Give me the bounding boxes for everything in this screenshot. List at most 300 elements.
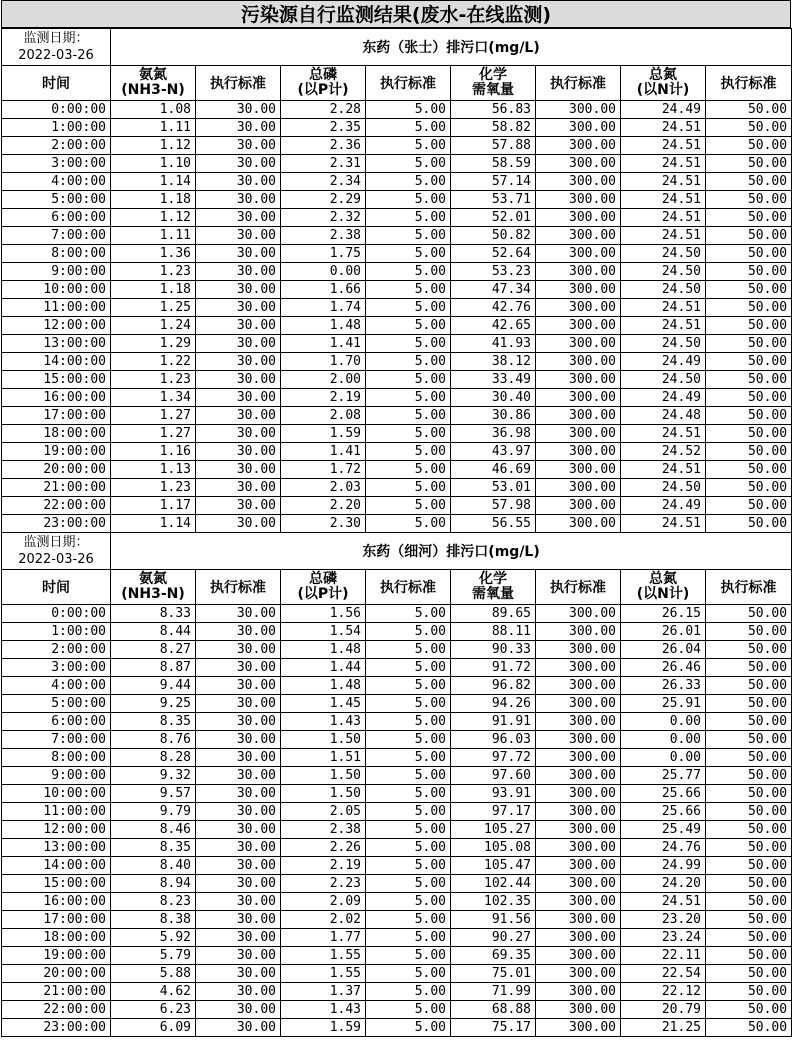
ammonia-header	[111, 66, 196, 101]
cod-standard-cell: 300.00	[536, 839, 621, 857]
ammonia-standard-cell: 30.00	[196, 389, 281, 407]
nitrogen-cell: 26.33	[621, 677, 706, 695]
time-cell: 18:00:00	[2, 929, 111, 947]
time-cell: 8:00:00	[2, 749, 111, 767]
nitrogen-cell: 26.01	[621, 623, 706, 641]
table-row	[2, 335, 792, 353]
nitrogen-standard-cell: 50.00	[706, 389, 792, 407]
ammonia-standard-cell: 30.00	[196, 929, 281, 947]
nitrogen-cell: 24.51	[621, 155, 706, 173]
ammonia-cell: 8.76	[111, 731, 196, 749]
table-row	[2, 101, 792, 119]
time-cell: 21:00:00	[2, 479, 111, 497]
nitrogen-cell: 24.49	[621, 101, 706, 119]
time-cell: 20:00:00	[2, 965, 111, 983]
nitrogen-cell: 24.50	[621, 245, 706, 263]
table-row	[2, 767, 792, 785]
phosphorus-cell: 1.66	[281, 281, 366, 299]
ammonia-cell: 1.24	[111, 317, 196, 335]
phosphorus-cell: 2.30	[281, 515, 366, 533]
phosphorus-standard-cell: 5.00	[366, 317, 451, 335]
nitrogen-standard-cell: 50.00	[706, 731, 792, 749]
phosphorus-cell: 1.48	[281, 677, 366, 695]
phosphorus-standard-cell: 5.00	[366, 353, 451, 371]
ammonia-cell: 9.44	[111, 677, 196, 695]
phosphorus-cell: 1.43	[281, 713, 366, 731]
table-body	[2, 29, 792, 1037]
phosphorus-cell: 2.28	[281, 101, 366, 119]
nitrogen-standard-cell: 50.00	[706, 911, 792, 929]
ammonia-standard-cell: 30.00	[196, 443, 281, 461]
ammonia-header-line2: (NH3-N)	[121, 586, 185, 602]
cod-cell: 57.88	[451, 137, 536, 155]
cod-cell: 52.64	[451, 245, 536, 263]
phosphorus-standard-cell: 5.00	[366, 335, 451, 353]
nitrogen-cell: 22.11	[621, 947, 706, 965]
table-row	[2, 245, 792, 263]
cod-standard-cell: 300.00	[536, 929, 621, 947]
phosphorus-standard-cell: 5.00	[366, 497, 451, 515]
table-row	[2, 749, 792, 767]
nitrogen-cell: 24.51	[621, 173, 706, 191]
ammonia-standard-cell: 30.00	[196, 875, 281, 893]
phosphorus-cell: 1.50	[281, 767, 366, 785]
nitrogen-cell: 24.76	[621, 839, 706, 857]
phosphorus-cell: 1.48	[281, 317, 366, 335]
standard-header: 执行标准	[536, 66, 621, 101]
ammonia-header-line1: 氨氮	[139, 67, 167, 83]
nitrogen-standard-cell: 50.00	[706, 785, 792, 803]
phosphorus-header-line2: (以P计)	[297, 586, 349, 602]
cod-cell: 75.01	[451, 965, 536, 983]
ammonia-standard-cell: 30.00	[196, 821, 281, 839]
phosphorus-cell: 2.09	[281, 893, 366, 911]
cod-cell: 58.59	[451, 155, 536, 173]
cod-cell: 57.98	[451, 497, 536, 515]
table-row	[2, 191, 792, 209]
ammonia-standard-cell: 30.00	[196, 119, 281, 137]
nitrogen-standard-cell: 50.00	[706, 155, 792, 173]
phosphorus-standard-cell: 5.00	[366, 389, 451, 407]
ammonia-cell: 8.38	[111, 911, 196, 929]
ammonia-standard-cell: 30.00	[196, 623, 281, 641]
time-cell: 3:00:00	[2, 155, 111, 173]
phosphorus-standard-cell: 5.00	[366, 839, 451, 857]
phosphorus-cell: 2.31	[281, 155, 366, 173]
cod-standard-cell: 300.00	[536, 947, 621, 965]
nitrogen-standard-cell: 50.00	[706, 191, 792, 209]
ammonia-cell: 5.92	[111, 929, 196, 947]
time-cell: 0:00:00	[2, 101, 111, 119]
ammonia-cell: 9.25	[111, 695, 196, 713]
ammonia-cell: 9.32	[111, 767, 196, 785]
monitoring-date-cell	[2, 29, 111, 66]
nitrogen-cell: 24.52	[621, 443, 706, 461]
cod-standard-cell: 300.00	[536, 983, 621, 1001]
ammonia-standard-cell: 30.00	[196, 371, 281, 389]
cod-cell: 89.65	[451, 605, 536, 623]
phosphorus-standard-cell: 5.00	[366, 173, 451, 191]
table-row	[2, 713, 792, 731]
time-cell: 17:00:00	[2, 911, 111, 929]
cod-standard-cell: 300.00	[536, 245, 621, 263]
report-sheet	[1, 0, 791, 1037]
cod-cell: 69.35	[451, 947, 536, 965]
ammonia-standard-cell: 30.00	[196, 515, 281, 533]
cod-standard-cell: 300.00	[536, 767, 621, 785]
table-row	[2, 515, 792, 533]
time-cell: 4:00:00	[2, 677, 111, 695]
table-row	[2, 227, 792, 245]
ammonia-standard-cell: 30.00	[196, 911, 281, 929]
nitrogen-standard-cell: 50.00	[706, 767, 792, 785]
cod-standard-cell: 300.00	[536, 821, 621, 839]
cod-standard-cell: 300.00	[536, 173, 621, 191]
nitrogen-standard-cell: 50.00	[706, 443, 792, 461]
table-row	[2, 623, 792, 641]
table-row	[2, 839, 792, 857]
phosphorus-standard-cell: 5.00	[366, 785, 451, 803]
table-row	[2, 605, 792, 623]
nitrogen-header-line1: 总氮	[649, 571, 677, 587]
time-cell: 13:00:00	[2, 839, 111, 857]
table-row	[2, 965, 792, 983]
phosphorus-cell: 1.74	[281, 299, 366, 317]
phosphorus-cell: 2.08	[281, 407, 366, 425]
time-cell: 2:00:00	[2, 137, 111, 155]
phosphorus-cell: 2.03	[281, 479, 366, 497]
time-cell: 18:00:00	[2, 425, 111, 443]
ammonia-standard-cell: 30.00	[196, 839, 281, 857]
phosphorus-standard-cell: 5.00	[366, 893, 451, 911]
phosphorus-standard-cell: 5.00	[366, 227, 451, 245]
time-cell: 10:00:00	[2, 785, 111, 803]
nitrogen-cell: 24.51	[621, 137, 706, 155]
phosphorus-standard-cell: 5.00	[366, 713, 451, 731]
phosphorus-cell: 1.43	[281, 1001, 366, 1019]
phosphorus-header-line2: (以P计)	[297, 82, 349, 98]
nitrogen-cell: 22.54	[621, 965, 706, 983]
cod-standard-cell: 300.00	[536, 659, 621, 677]
nitrogen-header-line1: 总氮	[649, 67, 677, 83]
phosphorus-standard-cell: 5.00	[366, 965, 451, 983]
nitrogen-standard-cell: 50.00	[706, 893, 792, 911]
phosphorus-standard-cell: 5.00	[366, 479, 451, 497]
cod-cell: 102.44	[451, 875, 536, 893]
ammonia-standard-cell: 30.00	[196, 497, 281, 515]
phosphorus-cell: 2.20	[281, 497, 366, 515]
nitrogen-standard-cell: 50.00	[706, 173, 792, 191]
ammonia-header-line1: 氨氮	[139, 571, 167, 587]
cod-cell: 93.91	[451, 785, 536, 803]
ammonia-cell: 8.94	[111, 875, 196, 893]
phosphorus-cell: 2.02	[281, 911, 366, 929]
standard-header: 执行标准	[366, 66, 451, 101]
table-row	[2, 407, 792, 425]
ammonia-cell: 1.12	[111, 209, 196, 227]
phosphorus-cell: 1.56	[281, 605, 366, 623]
nitrogen-standard-cell: 50.00	[706, 605, 792, 623]
nitrogen-cell: 24.99	[621, 857, 706, 875]
cod-cell: 43.97	[451, 443, 536, 461]
ammonia-standard-cell: 30.00	[196, 983, 281, 1001]
phosphorus-cell: 2.35	[281, 119, 366, 137]
nitrogen-standard-cell: 50.00	[706, 209, 792, 227]
table-row	[2, 983, 792, 1001]
ammonia-standard-cell: 30.00	[196, 695, 281, 713]
time-cell: 15:00:00	[2, 371, 111, 389]
table-row	[2, 461, 792, 479]
nitrogen-standard-cell: 50.00	[706, 515, 792, 533]
nitrogen-standard-cell: 50.00	[706, 407, 792, 425]
phosphorus-standard-cell: 5.00	[366, 749, 451, 767]
nitrogen-standard-cell: 50.00	[706, 983, 792, 1001]
phosphorus-standard-cell: 5.00	[366, 281, 451, 299]
ammonia-standard-cell: 30.00	[196, 407, 281, 425]
time-cell: 7:00:00	[2, 731, 111, 749]
cod-cell: 105.27	[451, 821, 536, 839]
cod-standard-cell: 300.00	[536, 1001, 621, 1019]
table-row	[2, 317, 792, 335]
ammonia-cell: 8.27	[111, 641, 196, 659]
phosphorus-standard-cell: 5.00	[366, 929, 451, 947]
phosphorus-cell: 1.48	[281, 641, 366, 659]
ammonia-standard-cell: 30.00	[196, 731, 281, 749]
time-cell: 13:00:00	[2, 335, 111, 353]
phosphorus-standard-cell: 5.00	[366, 803, 451, 821]
nitrogen-standard-cell: 50.00	[706, 101, 792, 119]
nitrogen-cell: 24.49	[621, 353, 706, 371]
nitrogen-cell: 25.49	[621, 821, 706, 839]
table-row	[2, 929, 792, 947]
nitrogen-standard-cell: 50.00	[706, 281, 792, 299]
time-cell: 6:00:00	[2, 713, 111, 731]
nitrogen-cell: 23.20	[621, 911, 706, 929]
cod-standard-cell: 300.00	[536, 335, 621, 353]
phosphorus-cell: 2.29	[281, 191, 366, 209]
phosphorus-cell: 2.32	[281, 209, 366, 227]
time-cell: 22:00:00	[2, 1001, 111, 1019]
time-cell: 20:00:00	[2, 461, 111, 479]
nitrogen-standard-cell: 50.00	[706, 371, 792, 389]
nitrogen-standard-cell: 50.00	[706, 929, 792, 947]
standard-header: 执行标准	[706, 570, 792, 605]
nitrogen-cell: 24.51	[621, 191, 706, 209]
time-cell: 23:00:00	[2, 1019, 111, 1037]
nitrogen-standard-cell: 50.00	[706, 425, 792, 443]
phosphorus-standard-cell: 5.00	[366, 119, 451, 137]
ammonia-cell: 1.11	[111, 227, 196, 245]
phosphorus-standard-cell: 5.00	[366, 947, 451, 965]
table-row	[2, 695, 792, 713]
cod-standard-cell: 300.00	[536, 317, 621, 335]
nitrogen-standard-cell: 50.00	[706, 461, 792, 479]
cod-cell: 57.14	[451, 173, 536, 191]
table-row	[2, 425, 792, 443]
time-cell: 4:00:00	[2, 173, 111, 191]
nitrogen-cell: 23.24	[621, 929, 706, 947]
ammonia-cell: 5.79	[111, 947, 196, 965]
nitrogen-header-line2: (以N计)	[636, 586, 690, 602]
table-row	[2, 1001, 792, 1019]
nitrogen-header-line2: (以N计)	[636, 82, 690, 98]
cod-cell: 47.34	[451, 281, 536, 299]
cod-cell: 42.65	[451, 317, 536, 335]
nitrogen-cell: 24.50	[621, 263, 706, 281]
phosphorus-cell: 2.19	[281, 857, 366, 875]
cod-cell: 53.01	[451, 479, 536, 497]
ammonia-cell: 1.14	[111, 515, 196, 533]
cod-cell: 50.82	[451, 227, 536, 245]
ammonia-standard-cell: 30.00	[196, 641, 281, 659]
nitrogen-standard-cell: 50.00	[706, 137, 792, 155]
nitrogen-cell: 24.51	[621, 515, 706, 533]
cod-standard-cell: 300.00	[536, 479, 621, 497]
time-cell: 19:00:00	[2, 443, 111, 461]
phosphorus-cell: 2.38	[281, 227, 366, 245]
cod-cell: 75.17	[451, 1019, 536, 1037]
ammonia-standard-cell: 30.00	[196, 461, 281, 479]
cod-cell: 68.88	[451, 1001, 536, 1019]
phosphorus-cell: 1.41	[281, 443, 366, 461]
ammonia-cell: 1.25	[111, 299, 196, 317]
cod-standard-cell: 300.00	[536, 371, 621, 389]
phosphorus-cell: 1.50	[281, 785, 366, 803]
section-header-row	[2, 29, 792, 66]
cod-standard-cell: 300.00	[536, 425, 621, 443]
monitoring-date-line1: 监测日期：	[23, 31, 89, 46]
cod-cell: 52.01	[451, 209, 536, 227]
cod-cell: 90.33	[451, 641, 536, 659]
table-row	[2, 137, 792, 155]
nitrogen-standard-cell: 50.00	[706, 227, 792, 245]
nitrogen-standard-cell: 50.00	[706, 803, 792, 821]
nitrogen-cell: 24.49	[621, 389, 706, 407]
table-row	[2, 155, 792, 173]
cod-standard-cell: 300.00	[536, 749, 621, 767]
nitrogen-standard-cell: 50.00	[706, 641, 792, 659]
phosphorus-cell: 1.70	[281, 353, 366, 371]
ammonia-cell: 1.14	[111, 173, 196, 191]
phosphorus-cell: 2.00	[281, 371, 366, 389]
nitrogen-cell: 25.66	[621, 803, 706, 821]
ammonia-cell: 8.35	[111, 839, 196, 857]
cod-cell: 90.27	[451, 929, 536, 947]
nitrogen-cell: 24.51	[621, 893, 706, 911]
phosphorus-cell: 2.38	[281, 821, 366, 839]
cod-standard-cell: 300.00	[536, 713, 621, 731]
cod-standard-cell: 300.00	[536, 389, 621, 407]
phosphorus-header	[281, 66, 366, 101]
cod-cell: 94.26	[451, 695, 536, 713]
time-cell: 21:00:00	[2, 983, 111, 1001]
time-cell: 1:00:00	[2, 119, 111, 137]
cod-standard-cell: 300.00	[536, 299, 621, 317]
cod-cell: 71.99	[451, 983, 536, 1001]
nitrogen-standard-cell: 50.00	[706, 695, 792, 713]
cod-header	[451, 570, 536, 605]
ammonia-standard-cell: 30.00	[196, 749, 281, 767]
phosphorus-standard-cell: 5.00	[366, 299, 451, 317]
ammonia-standard-cell: 30.00	[196, 155, 281, 173]
phosphorus-standard-cell: 5.00	[366, 137, 451, 155]
cod-standard-cell: 300.00	[536, 731, 621, 749]
cod-standard-cell: 300.00	[536, 677, 621, 695]
cod-cell: 42.76	[451, 299, 536, 317]
ammonia-standard-cell: 30.00	[196, 605, 281, 623]
cod-standard-cell: 300.00	[536, 965, 621, 983]
cod-standard-cell: 300.00	[536, 875, 621, 893]
ammonia-cell: 1.36	[111, 245, 196, 263]
cod-cell: 105.47	[451, 857, 536, 875]
table-row	[2, 497, 792, 515]
cod-cell: 105.08	[451, 839, 536, 857]
nitrogen-cell: 26.04	[621, 641, 706, 659]
cod-standard-cell: 300.00	[536, 893, 621, 911]
nitrogen-cell: 25.91	[621, 695, 706, 713]
nitrogen-standard-cell: 50.00	[706, 965, 792, 983]
nitrogen-header	[621, 66, 706, 101]
ammonia-cell: 8.33	[111, 605, 196, 623]
cod-cell: 102.35	[451, 893, 536, 911]
nitrogen-standard-cell: 50.00	[706, 821, 792, 839]
nitrogen-cell: 24.50	[621, 281, 706, 299]
ammonia-standard-cell: 30.00	[196, 335, 281, 353]
time-cell: 5:00:00	[2, 191, 111, 209]
table-row	[2, 389, 792, 407]
cod-cell: 38.12	[451, 353, 536, 371]
ammonia-cell: 1.13	[111, 461, 196, 479]
phosphorus-standard-cell: 5.00	[366, 605, 451, 623]
ammonia-cell: 1.10	[111, 155, 196, 173]
time-cell: 11:00:00	[2, 299, 111, 317]
ammonia-cell: 1.22	[111, 353, 196, 371]
nitrogen-standard-cell: 50.00	[706, 119, 792, 137]
ammonia-cell: 8.44	[111, 623, 196, 641]
outfall-name: 东药（张士）排污口(mg/L)	[111, 29, 792, 66]
table-row	[2, 119, 792, 137]
table-row	[2, 173, 792, 191]
table-row	[2, 947, 792, 965]
phosphorus-standard-cell: 5.00	[366, 155, 451, 173]
nitrogen-standard-cell: 50.00	[706, 857, 792, 875]
phosphorus-cell: 1.77	[281, 929, 366, 947]
time-cell: 16:00:00	[2, 893, 111, 911]
ammonia-cell: 1.34	[111, 389, 196, 407]
time-cell: 17:00:00	[2, 407, 111, 425]
outfall-name: 东药（细河）排污口(mg/L)	[111, 533, 792, 570]
ammonia-standard-cell: 30.00	[196, 299, 281, 317]
table-row	[2, 785, 792, 803]
cod-standard-cell: 300.00	[536, 281, 621, 299]
time-cell: 11:00:00	[2, 803, 111, 821]
table-row	[2, 857, 792, 875]
time-cell: 5:00:00	[2, 695, 111, 713]
table-row	[2, 659, 792, 677]
ammonia-standard-cell: 30.00	[196, 281, 281, 299]
ammonia-cell: 1.27	[111, 407, 196, 425]
nitrogen-cell: 24.51	[621, 317, 706, 335]
time-cell: 1:00:00	[2, 623, 111, 641]
phosphorus-cell: 1.55	[281, 947, 366, 965]
cod-cell: 91.56	[451, 911, 536, 929]
cod-cell: 56.83	[451, 101, 536, 119]
nitrogen-cell: 24.49	[621, 497, 706, 515]
ammonia-cell: 6.23	[111, 1001, 196, 1019]
column-header-row	[2, 570, 792, 605]
phosphorus-cell: 2.05	[281, 803, 366, 821]
cod-standard-cell: 300.00	[536, 407, 621, 425]
